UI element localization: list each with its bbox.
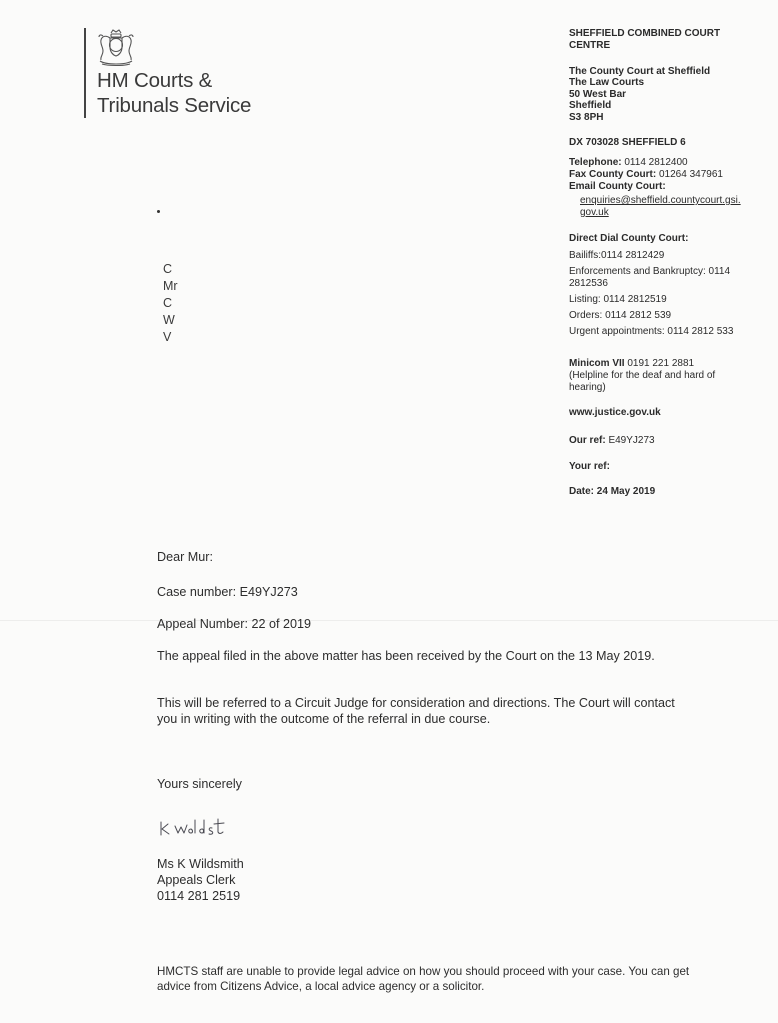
- logo-line-1: HM Courts &: [97, 69, 213, 92]
- signatory-name: Ms K Wildsmith: [157, 857, 244, 871]
- bullet-mark: [157, 210, 160, 213]
- paragraph-referral: This will be referred to a Circuit Judge for consideration and directions. The Court will contact you in writing with the outcome of the referral in due course.: [157, 696, 675, 726]
- listing-number: Listing: 0114 2812519: [569, 294, 667, 305]
- telephone-label: Telephone:: [569, 157, 622, 168]
- recipient-address-fragment: W: [163, 313, 175, 327]
- helpline-line-1: (Helpline for the deaf and hard of: [569, 370, 716, 381]
- case-number: Case number: E49YJ273: [157, 585, 298, 599]
- date-value: 24 May 2019: [596, 486, 656, 497]
- minicom-value: 0191 221 2881: [627, 358, 695, 369]
- address-line-3: 50 West Bar: [569, 89, 627, 100]
- address-line-2: The Law Courts: [569, 77, 645, 88]
- your-ref-label: Your ref:: [569, 461, 610, 472]
- salutation: Dear Mur:: [157, 550, 213, 564]
- email-link-line-2[interactable]: gov.uk: [580, 207, 609, 218]
- fax-row: [569, 169, 769, 180]
- royal-coat-of-arms-icon: [94, 27, 138, 67]
- fax-label: Fax County Court:: [569, 169, 657, 180]
- helpline-line-2: hearing): [569, 382, 606, 393]
- page-fold-line: [0, 620, 778, 621]
- court-centre-line-1: SHEFFIELD COMBINED COURT: [569, 28, 721, 39]
- dx-number: DX 703028 SHEFFIELD 6: [569, 137, 686, 148]
- enforcements-line-1: Enforcements and Bankruptcy: 0114: [569, 266, 731, 277]
- paragraph-appeal-received: The appeal filed in the above matter has been received by the Court on the 13 May 2019.: [157, 649, 655, 663]
- signatory-phone: 0114 281 2519: [157, 889, 241, 903]
- footer-legal-advice-notice: HMCTS staff are unable to provide legal advice on how you should proceed with your case. You can get advice from Citizens Advice, a local advice agency or a solicitor.: [157, 965, 690, 993]
- our-ref-row: [569, 435, 769, 446]
- closing: Yours sincerely: [157, 777, 242, 791]
- fax-value: 01264 347961: [659, 169, 723, 180]
- address-line-5: S3 8PH: [569, 112, 604, 123]
- enforcements-line-2: 2812536: [569, 278, 608, 289]
- logo-line-2: Tribunals Service: [97, 94, 252, 117]
- handwritten-signature: [158, 812, 268, 842]
- logo-divider: [84, 28, 86, 118]
- direct-dial-title: Direct Dial County Court:: [569, 233, 689, 244]
- our-ref-value: E49YJ273: [608, 435, 655, 446]
- appeal-number: Appeal Number: 22 of 2019: [157, 617, 312, 631]
- urgent-appointments-number: Urgent appointments: 0114 2812 533: [569, 326, 734, 337]
- recipient-address-fragment: Mr: [163, 279, 178, 293]
- minicom-label: Minicom VII: [569, 358, 625, 369]
- bailiffs-number: Bailiffs:0114 2812429: [569, 250, 665, 261]
- orders-number: Orders: 0114 2812 539: [569, 310, 672, 321]
- date-label: Date:: [569, 486, 595, 497]
- minicom-row: [569, 358, 769, 369]
- address-line-4: Sheffield: [569, 100, 612, 111]
- email-link-line-1[interactable]: enquiries@sheffield.countycourt.gsi.: [580, 195, 741, 206]
- signatory-role: Appeals Clerk: [157, 873, 236, 887]
- our-ref-label: Our ref:: [569, 435, 606, 446]
- recipient-address-fragment: V: [163, 330, 172, 344]
- address-line-1: The County Court at Sheffield: [569, 66, 711, 77]
- telephone-value: 0114 2812400: [624, 157, 688, 168]
- email-label: Email County Court:: [569, 181, 666, 192]
- website-link[interactable]: www.justice.gov.uk: [569, 407, 661, 418]
- recipient-address-fragment: C: [163, 262, 173, 276]
- court-centre-line-2: CENTRE: [569, 40, 611, 51]
- telephone-row: [569, 157, 769, 168]
- date-row: [569, 486, 769, 497]
- recipient-address-fragment: C: [163, 296, 173, 310]
